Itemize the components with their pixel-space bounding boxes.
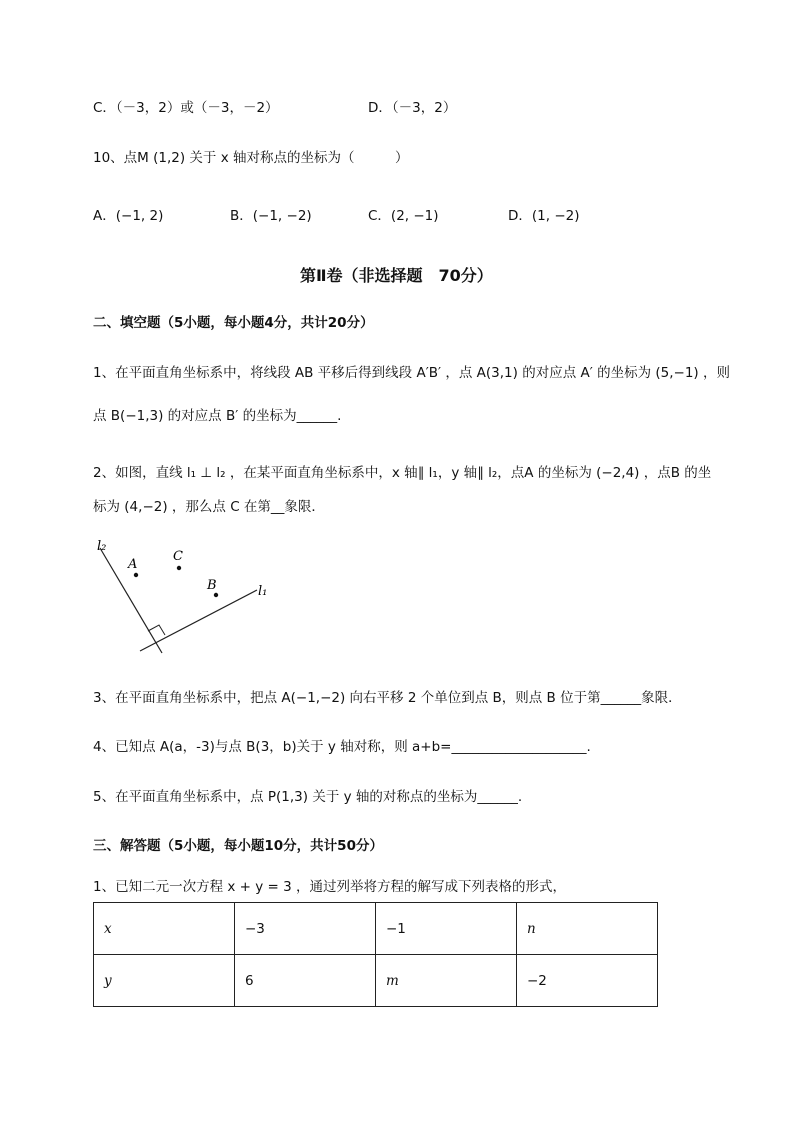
label-b: B: [207, 578, 217, 593]
s2-q3: 3、在平面直角坐标系中，把点 A(−1,−2) 向右平移 2 个单位到点 B，则点 B 位于第______象限．: [93, 690, 682, 706]
q10-option-c: C．(2, −1): [368, 208, 439, 224]
table-row: [94, 955, 658, 1007]
table-cell: n: [517, 903, 658, 955]
label-a: A: [128, 557, 138, 572]
label-c: C: [173, 549, 183, 564]
table-cell: x: [94, 903, 235, 955]
s2-q1-line1: 1、在平面直角坐标系中，将线段 AB 平移后得到线段 A′B′ ，点 A(3,1) 的对应点 A′ 的坐标为 (5,−1) ，则: [93, 365, 730, 381]
s2-q2-line1: 2、如图，直线 l₁ ⊥ l₂ ，在某平面直角坐标系中，x 轴∥ l₁，y 轴∥ l₂，点A 的坐标为 (−2,4) ，点B 的坐: [93, 465, 712, 481]
part2-title: 第Ⅱ卷（非选择题 70分）: [300, 266, 493, 285]
s3-q1: 1、已知二元一次方程 x + y = 3 ，通过列举将方程的解写成下列表格的形式，: [93, 879, 567, 895]
point-b: [214, 593, 218, 597]
q9-option-c: C．（－3，2）或（－3，－2）: [93, 100, 279, 116]
q10-option-a: A．(−1, 2): [93, 208, 164, 224]
q10-option-d: D．(1, −2): [508, 208, 580, 224]
label-l1: l₁: [258, 584, 268, 599]
q9-option-d: D．（－3，2）: [368, 100, 457, 116]
table-cell: m: [376, 955, 517, 1007]
point-c: [177, 566, 181, 570]
table-cell: −1: [376, 903, 517, 955]
s2-q2-line2: 标为 (4,−2) ，那么点 C 在第__象限．: [93, 499, 325, 515]
perpendicular-lines-figure: [92, 533, 282, 663]
solution-table: [93, 902, 658, 1007]
section2-heading: 二、填空题（5小题，每小题4分，共计20分）: [93, 315, 374, 331]
q10-option-b: B．(−1, −2): [230, 208, 312, 224]
table-cell: y: [94, 955, 235, 1007]
section3-heading: 三、解答题（5小题，每小题10分，共计50分）: [93, 838, 383, 854]
table-cell: −2: [517, 955, 658, 1007]
table-cell: 6: [235, 955, 376, 1007]
q10-stem: 10、点M (1,2) 关于 x 轴对称点的坐标为（ ）: [93, 150, 409, 166]
s2-q4: 4、已知点 A(a，-3)与点 B(3，b)关于 y 轴对称，则 a+b=____________________.: [93, 739, 591, 755]
label-l2: l₂: [97, 539, 107, 554]
s2-q5: 5、在平面直角坐标系中，点 P(1,3) 关于 y 轴的对称点的坐标为______.: [93, 789, 523, 805]
table-row: [94, 903, 658, 955]
table-cell: −3: [235, 903, 376, 955]
s2-q1-line2: 点 B(−1,3) 的对应点 B′ 的坐标为______.: [93, 408, 342, 424]
line-l1: [140, 590, 257, 651]
point-a: [134, 573, 138, 577]
